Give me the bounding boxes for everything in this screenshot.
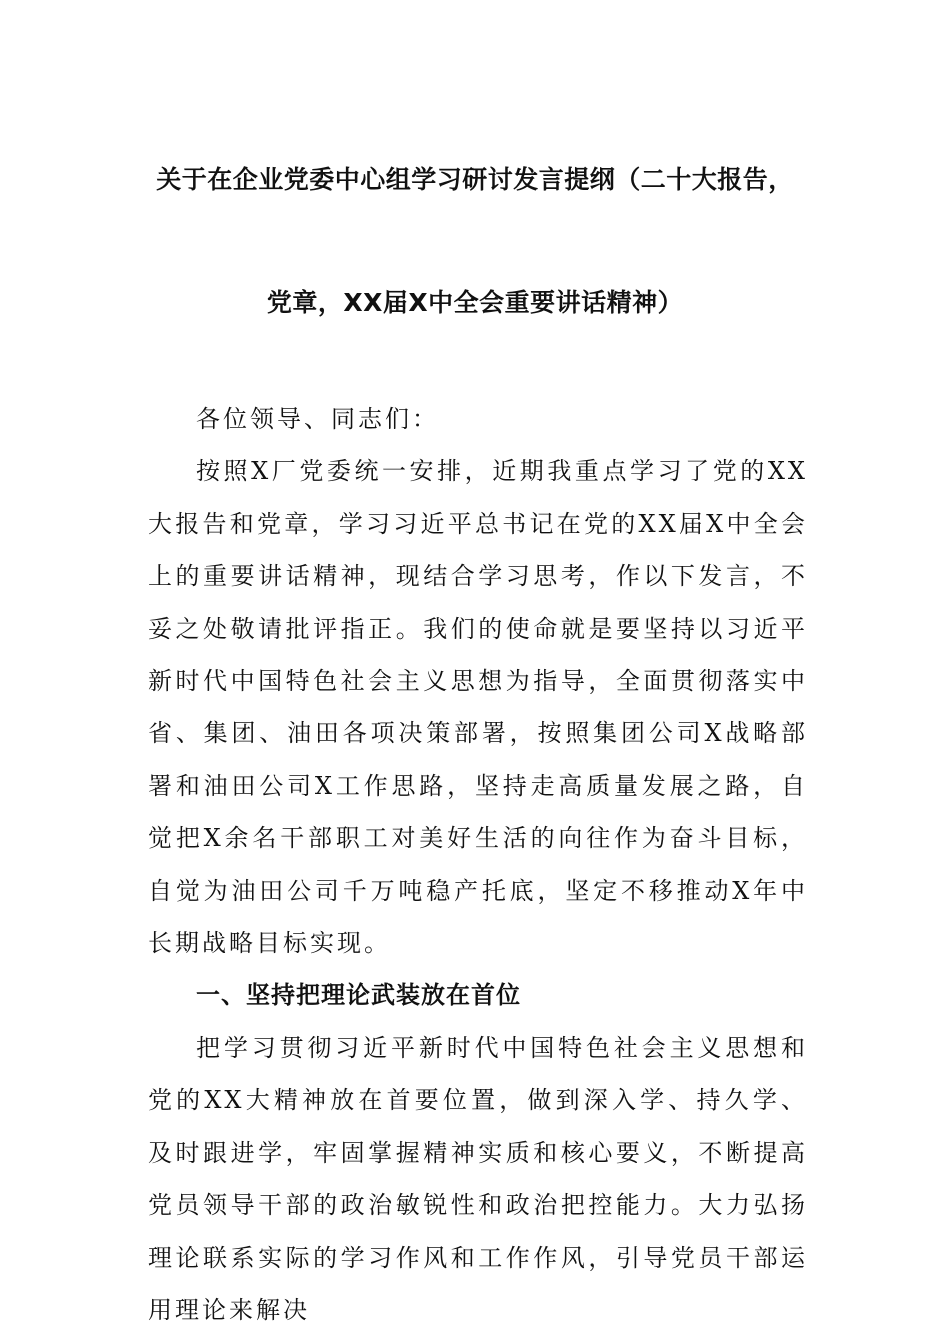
intro-paragraph: 按照X厂党委统一安排，近期我重点学习了党的XX大报告和党章，学习习近平总书记在党的XX届X中全会上的重要讲话精神，现结合学习思考，作以下发言，不妥之处敬请批评指正。我们的使命就是要坚持以习近平新时代中国特色社会主义思想为指导，全面贯彻落实中省、集团、油田各项决策部署，按照集团公司X战略部署和油田公司X工作思路，坚持走高质量发展之路，自觉把X余名干部职工对美好生活的向往作为奋斗目标，自觉为油田公司千万吨稳产托底，坚定不移推动X年中长期战略目标实现。: [148, 457, 808, 958]
document-title-line1: 关于在企业党委中心组学习研讨发言提纲（二十大报告，: [156, 165, 794, 194]
section-heading-1: 一、坚持把理论武装放在首位: [196, 981, 521, 1010]
document-body: [148, 393, 808, 1336]
section-paragraph-1: 把学习贯彻习近平新时代中国特色社会主义思想和党的XX大精神放在首要位置，做到深入学、持久学、及时跟进学，牢固掌握精神实质和核心要义，不断提高党员领导干部的政治敏锐性和政治把控能力。大力弘扬理论联系实际的学习作风和工作作风，引导党员干部运用理论来解决: [148, 1033, 808, 1324]
document-title-line2: 党章，XX届X中全会重要讲话精神）: [266, 288, 684, 317]
salutation: 各位领导、同志们：: [196, 405, 439, 433]
